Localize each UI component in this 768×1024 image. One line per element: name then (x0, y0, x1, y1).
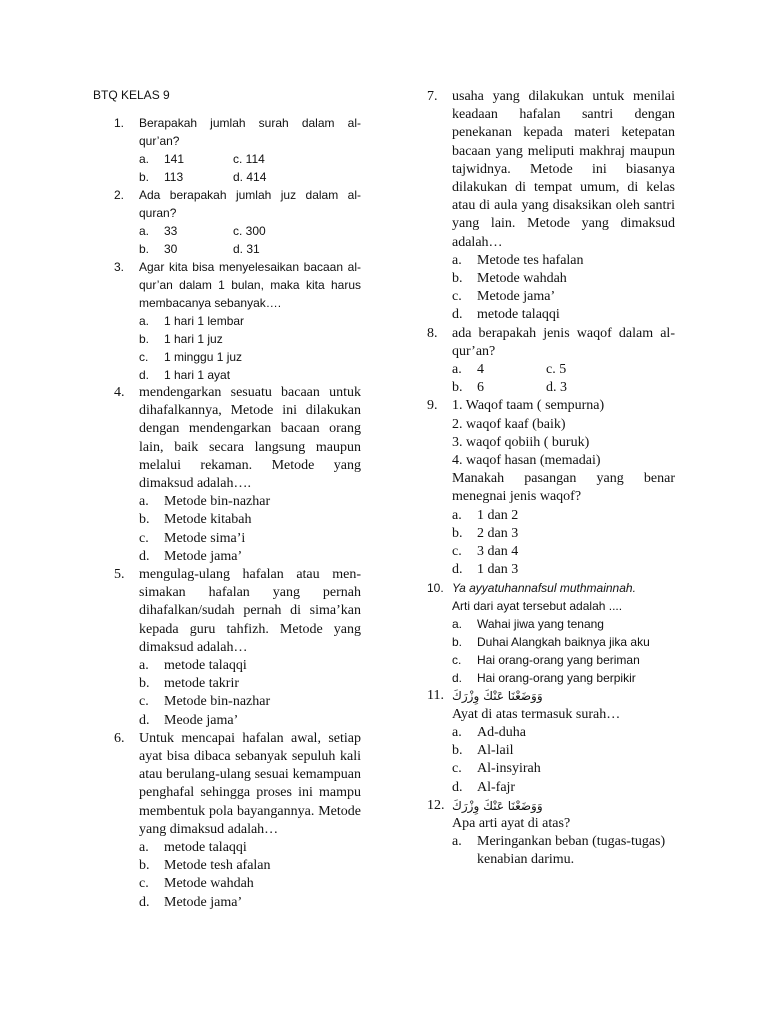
option-letter: d. (139, 894, 150, 910)
option-letter: b. (452, 525, 463, 541)
option-letter: b. (452, 271, 463, 287)
answer-option (452, 379, 546, 397)
question-item (114, 566, 361, 730)
option-letter: b. (139, 170, 150, 184)
question-item (427, 579, 675, 687)
question-item (427, 687, 675, 796)
option-letter: a. (139, 224, 150, 238)
option-letter: b. (452, 635, 463, 650)
question-text: Manakah pasangan yang benar menegnai jenis waqof? (452, 471, 675, 505)
option-text: Hai orang-orang yang berpikir (477, 671, 636, 686)
answer-options (452, 833, 675, 869)
option-letter: a. (452, 252, 462, 268)
answer-options (452, 615, 675, 687)
answer-option (139, 894, 361, 912)
question-text: ada berapakah jenis waqof dalam al-qur’an? (452, 325, 675, 359)
option-letter: d. (452, 562, 463, 578)
question-number: 9. (427, 398, 438, 414)
option-text: 30 (164, 242, 178, 256)
answer-option (452, 833, 675, 869)
answer-option (452, 288, 675, 306)
answer-option (233, 222, 361, 240)
option-text: Ad-duha (477, 724, 526, 740)
option-letter: d. (139, 548, 150, 564)
answer-option (139, 240, 233, 258)
waqof-item: 2. waqof kaaf (baik) (452, 416, 566, 432)
answer-options (139, 839, 361, 912)
question-number: 1. (114, 116, 125, 130)
answer-option (139, 712, 361, 730)
option-text: Metode tes hafalan (477, 252, 584, 268)
option-text: 1 dan 2 (477, 507, 519, 523)
answer-option (139, 530, 361, 548)
question-item (427, 325, 675, 398)
question-number: 10. (427, 581, 444, 596)
option-text: c. 300 (233, 224, 266, 238)
answer-option (452, 633, 675, 651)
option-letter: a. (139, 314, 150, 328)
answer-option (546, 361, 675, 379)
option-text: 2 dan 3 (477, 525, 519, 541)
question-text: Apa arti ayat di atas? (452, 815, 571, 831)
answer-option (139, 548, 361, 566)
option-letter: a. (139, 840, 149, 856)
option-text: Al-insyirah (477, 761, 541, 777)
option-text: Metode kitabah (164, 512, 252, 528)
question-text: usaha yang dilakukan untuk menilai keadaan hafalan santri dengan penekanan kepada materi ketepatan bacaan yang meliputi makhraj maupun tajwidnya. Metode ini biasanya dilakukan di tempat umum, di kelas atau di aula yang disaksikan oleh santri yang lain. Metode yang dimaksud adalah… (452, 89, 675, 250)
answer-options (139, 150, 361, 186)
option-text: metode talaqqi (164, 658, 247, 674)
answer-option (139, 839, 361, 857)
answer-option (452, 742, 675, 760)
option-letter: a. (452, 834, 462, 850)
arabic-verse: وَوَضَعْنَا عَنْكَ وِزْرَكَ (452, 798, 543, 813)
question-item (114, 186, 361, 258)
waqof-item: 4. waqof hasan (memadai) (452, 453, 601, 469)
question-item (114, 730, 361, 912)
answer-option (139, 493, 361, 511)
right-column (427, 88, 675, 870)
option-letter: b. (139, 858, 150, 874)
option-text: Metode jama’ (477, 289, 556, 305)
answer-options (139, 493, 361, 566)
option-letter: b. (452, 743, 463, 759)
answer-option (452, 252, 675, 270)
option-text: 1 hari 1 ayat (164, 368, 231, 382)
option-text: 1 hari 1 lembar (164, 314, 245, 328)
option-letter: b. (139, 512, 150, 528)
option-text: 1 hari 1 juz (164, 332, 223, 346)
question-number: 7. (427, 89, 438, 104)
question-item (427, 88, 675, 325)
option-text: Meode jama’ (164, 712, 239, 728)
answer-option (452, 760, 675, 778)
option-text: Al-lail (477, 743, 514, 759)
answer-option (452, 507, 675, 525)
option-text: 3 dan 4 (477, 544, 519, 560)
waqof-item: 1. Waqof taam ( sempurna) (452, 398, 605, 414)
answer-option (452, 361, 546, 379)
option-text: Wahai jiwa yang tenang (477, 617, 604, 632)
question-number: 8. (427, 325, 438, 341)
page-title: BTQ KELAS 9 (93, 88, 170, 102)
question-item (114, 114, 361, 186)
option-text: d. 3 (546, 380, 567, 396)
option-letter: c. (452, 653, 462, 668)
option-letter: a. (452, 617, 463, 632)
option-letter: c. (139, 530, 149, 546)
question-item (114, 258, 361, 384)
answer-option (452, 525, 675, 543)
option-letter: c. (139, 694, 149, 710)
question-number: 4. (114, 385, 125, 400)
option-letter: c. (139, 350, 149, 364)
answer-option (233, 168, 361, 186)
option-letter: a. (452, 724, 462, 740)
option-text: metode talaqqi (164, 840, 247, 856)
answer-option (139, 675, 361, 693)
option-text: 6 (477, 380, 484, 396)
answer-option (139, 312, 361, 330)
option-letter: a. (452, 507, 462, 523)
answer-option (452, 724, 675, 742)
waqof-item: 3. waqof qobiih ( buruk) (452, 434, 590, 450)
option-text: Duhai Alangkah baiknya jika aku (477, 635, 650, 650)
option-text: c. 114 (233, 152, 265, 166)
option-text: c. 5 (546, 362, 567, 378)
answer-option (139, 366, 361, 384)
option-text: metode talaqqi (477, 307, 560, 323)
answer-option (452, 779, 675, 797)
question-number: 11. (427, 688, 444, 704)
question-item (114, 384, 361, 566)
option-letter: c. (452, 544, 462, 560)
option-letter: c. (452, 761, 462, 777)
answer-option (452, 306, 675, 324)
answer-option (139, 857, 361, 875)
question-number: 12. (427, 797, 445, 813)
option-letter: c. (452, 289, 462, 305)
option-text: Metode sima’i (164, 530, 246, 546)
answer-options (452, 252, 675, 325)
option-letter: d. (139, 712, 150, 728)
question-text: Ayat di atas termasuk surah… (452, 706, 621, 722)
answer-option (452, 270, 675, 288)
option-text: 141 (164, 152, 185, 166)
answer-options (452, 724, 675, 797)
option-text: Metode jama’ (164, 894, 243, 910)
option-text: 1 dan 3 (477, 562, 519, 578)
option-letter: b. (139, 332, 150, 346)
option-text: Metode tesh afalan (164, 858, 271, 874)
option-letter: d. (452, 779, 463, 795)
left-column (114, 114, 361, 912)
option-letter: b. (452, 380, 463, 396)
question-text: Berapakah jumlah surah dalam al-qur’an? (139, 116, 361, 148)
option-letter: b. (139, 676, 150, 692)
question-number: 5. (114, 567, 125, 583)
option-letter: a. (452, 362, 462, 378)
answer-option (139, 168, 233, 186)
option-text: Al-fajr (477, 779, 516, 795)
question-text: Arti dari ayat tersebut adalah .... (452, 599, 623, 614)
question-text: Ada berapakah jumlah juz dalam al-quran? (139, 188, 361, 220)
option-text: Metode wahdah (477, 271, 567, 287)
answer-options (452, 507, 675, 580)
answer-option (139, 511, 361, 529)
option-text: d. 31 (233, 242, 260, 256)
answer-option (452, 651, 675, 669)
option-letter: a. (139, 494, 149, 510)
option-text: 113 (164, 170, 184, 184)
answer-option (139, 150, 233, 168)
answer-option (139, 875, 361, 893)
answer-options (139, 312, 361, 384)
option-text: Metode bin-nazhar (164, 494, 271, 510)
option-text: Meringankan beban (tugas-tugas) kenabian darimu. (477, 834, 666, 868)
answer-option (139, 222, 233, 240)
answer-option (233, 150, 361, 168)
question-item (427, 397, 675, 579)
answer-option (452, 669, 675, 687)
option-text: Metode bin-nazhar (164, 694, 271, 710)
option-letter: d. (452, 671, 463, 686)
answer-option (546, 379, 675, 397)
question-text: mendengarkan sesuatu bacaan untuk dihafalkannya, Metode ini dilakukan dengan mendengarkan bacaan orang lain, baik secara langsung maupun melalui rekaman. Metode yang dimaksud adalah…. (139, 385, 361, 492)
answer-options (139, 222, 361, 258)
arabic-verse: وَوَضَعْنَا عَنْكَ وِزْرَكَ (452, 689, 543, 704)
option-text: Metode wahdah (164, 876, 254, 892)
answer-option (233, 240, 361, 258)
option-letter: a. (139, 152, 150, 166)
question-number: 2. (114, 188, 125, 202)
answer-option (452, 561, 675, 579)
question-item (427, 797, 675, 870)
option-text: Hai orang-orang yang beriman (477, 653, 640, 668)
answer-option (452, 615, 675, 633)
question-number: 6. (114, 730, 125, 746)
option-text: metode takrir (164, 676, 240, 692)
answer-options (452, 361, 675, 397)
option-text: 33 (164, 224, 178, 238)
answer-option (452, 543, 675, 561)
option-text: Metode jama’ (164, 548, 243, 564)
option-letter: d. (139, 368, 150, 382)
answer-option (139, 330, 361, 348)
answer-options (139, 657, 361, 730)
question-text: mengulag-ulang hafalan atau men-simakan hafalan yang pernah dihafalkan/sudah pernah di sima’kan kepada guru tahfizh. Metode yang dimaksud adalah… (139, 567, 361, 655)
option-text: 4 (477, 362, 484, 378)
question-text: Agar kita bisa menyelesaikan bacaan al-qur’an dalam 1 bulan, maka kita harus membacanya sebanyak…. (139, 260, 361, 310)
option-text: d. 414 (233, 170, 267, 184)
option-letter: b. (139, 242, 150, 256)
question-text: Untuk mencapai hafalan awal, setiap ayat bisa dibaca sebanyak sepuluh kali atau berulang-ulang sesuai kemampuan penghafal sehingga proses ini mampu membentuk pola bayangannya. Metode yang dimaksud adalah… (139, 730, 361, 837)
question-number: 3. (114, 260, 125, 274)
answer-option (139, 693, 361, 711)
answer-option (139, 348, 361, 366)
option-text: 1 minggu 1 juz (164, 350, 243, 364)
verse-transliteration: Ya ayyatuhannafsul muthmainnah. (452, 581, 636, 596)
option-letter: a. (139, 658, 149, 674)
option-letter: d. (452, 307, 463, 323)
option-letter: c. (139, 876, 149, 892)
answer-option (139, 657, 361, 675)
